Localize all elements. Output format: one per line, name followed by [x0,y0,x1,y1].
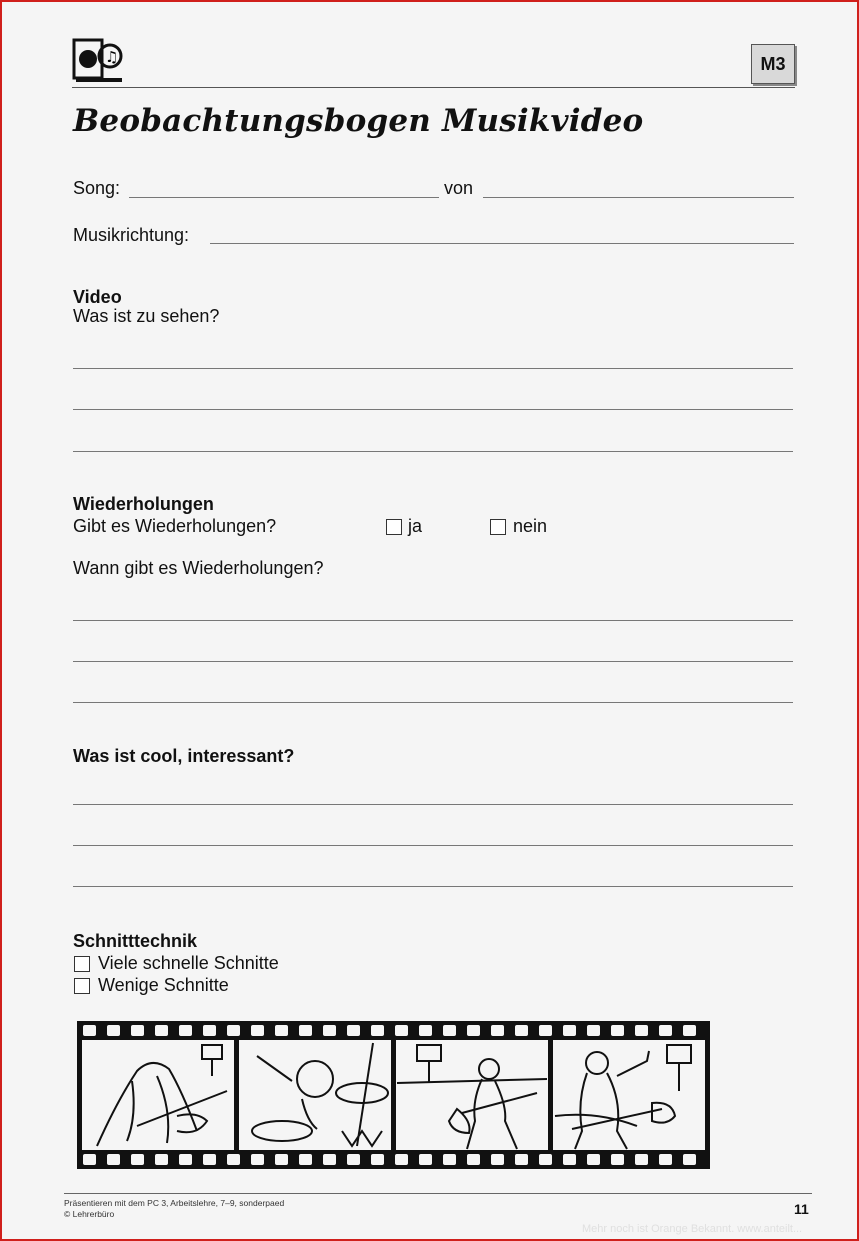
cutting-many-checkbox[interactable] [74,956,90,972]
repetitions-no-label: nein [513,516,548,536]
video-answer-line-2[interactable] [73,409,793,410]
film-strip-illustration [77,1021,710,1169]
song-field[interactable] [129,197,439,198]
cutting-heading: Schnitttechnik [73,931,198,951]
cool-answer-line-1[interactable] [73,804,793,805]
page-number: 11 [794,1201,809,1217]
genre-label: Musikrichtung: [73,225,190,245]
music-logo-icon [72,38,128,84]
header-rule [72,87,795,88]
repetitions-yes-label: ja [408,516,423,536]
page-title: Beobachtungsbogen Musikvideo [73,103,644,139]
repetitions-yes-checkbox[interactable] [386,519,402,535]
svg-text:♫: ♫ [105,48,119,66]
cool-heading: Was ist cool, interessant? [73,746,295,766]
repetitions-no-checkbox[interactable] [490,519,506,535]
footer-source: Präsentieren mit dem PC 3, Arbeitslehre, 7–9, sonderpaed [64,1198,285,1208]
footer-rule [64,1193,812,1194]
genre-field[interactable] [210,243,794,244]
video-question: Was ist zu sehen? [73,306,220,326]
repetitions-heading: Wiederholungen [73,494,214,514]
worksheet-badge: M3 [751,44,795,84]
repetitions-when-question: Wann gibt es Wiederholungen? [73,558,324,578]
repetitions-answer-line-2[interactable] [73,661,793,662]
song-label: Song: [73,178,121,198]
footer-copyright: © Lehrerbüro [64,1209,115,1219]
cool-answer-line-3[interactable] [73,886,793,887]
repetitions-answer-line-3[interactable] [73,702,793,703]
cutting-few-label: Wenige Schnitte [98,975,229,995]
cool-answer-line-2[interactable] [73,845,793,846]
video-answer-line-1[interactable] [73,368,793,369]
cutting-few-checkbox[interactable] [74,978,90,994]
repetitions-answer-line-1[interactable] [73,620,793,621]
cutting-many-label: Viele schnelle Schnitte [98,953,279,973]
video-answer-line-3[interactable] [73,451,793,452]
artist-field[interactable] [483,197,794,198]
video-heading: Video [73,287,122,307]
watermark: Mehr noch ist Orange Bekannt. www.anteilt... [582,1223,803,1235]
repetitions-question: Gibt es Wiederholungen? [73,516,277,536]
von-label: von [444,178,474,198]
